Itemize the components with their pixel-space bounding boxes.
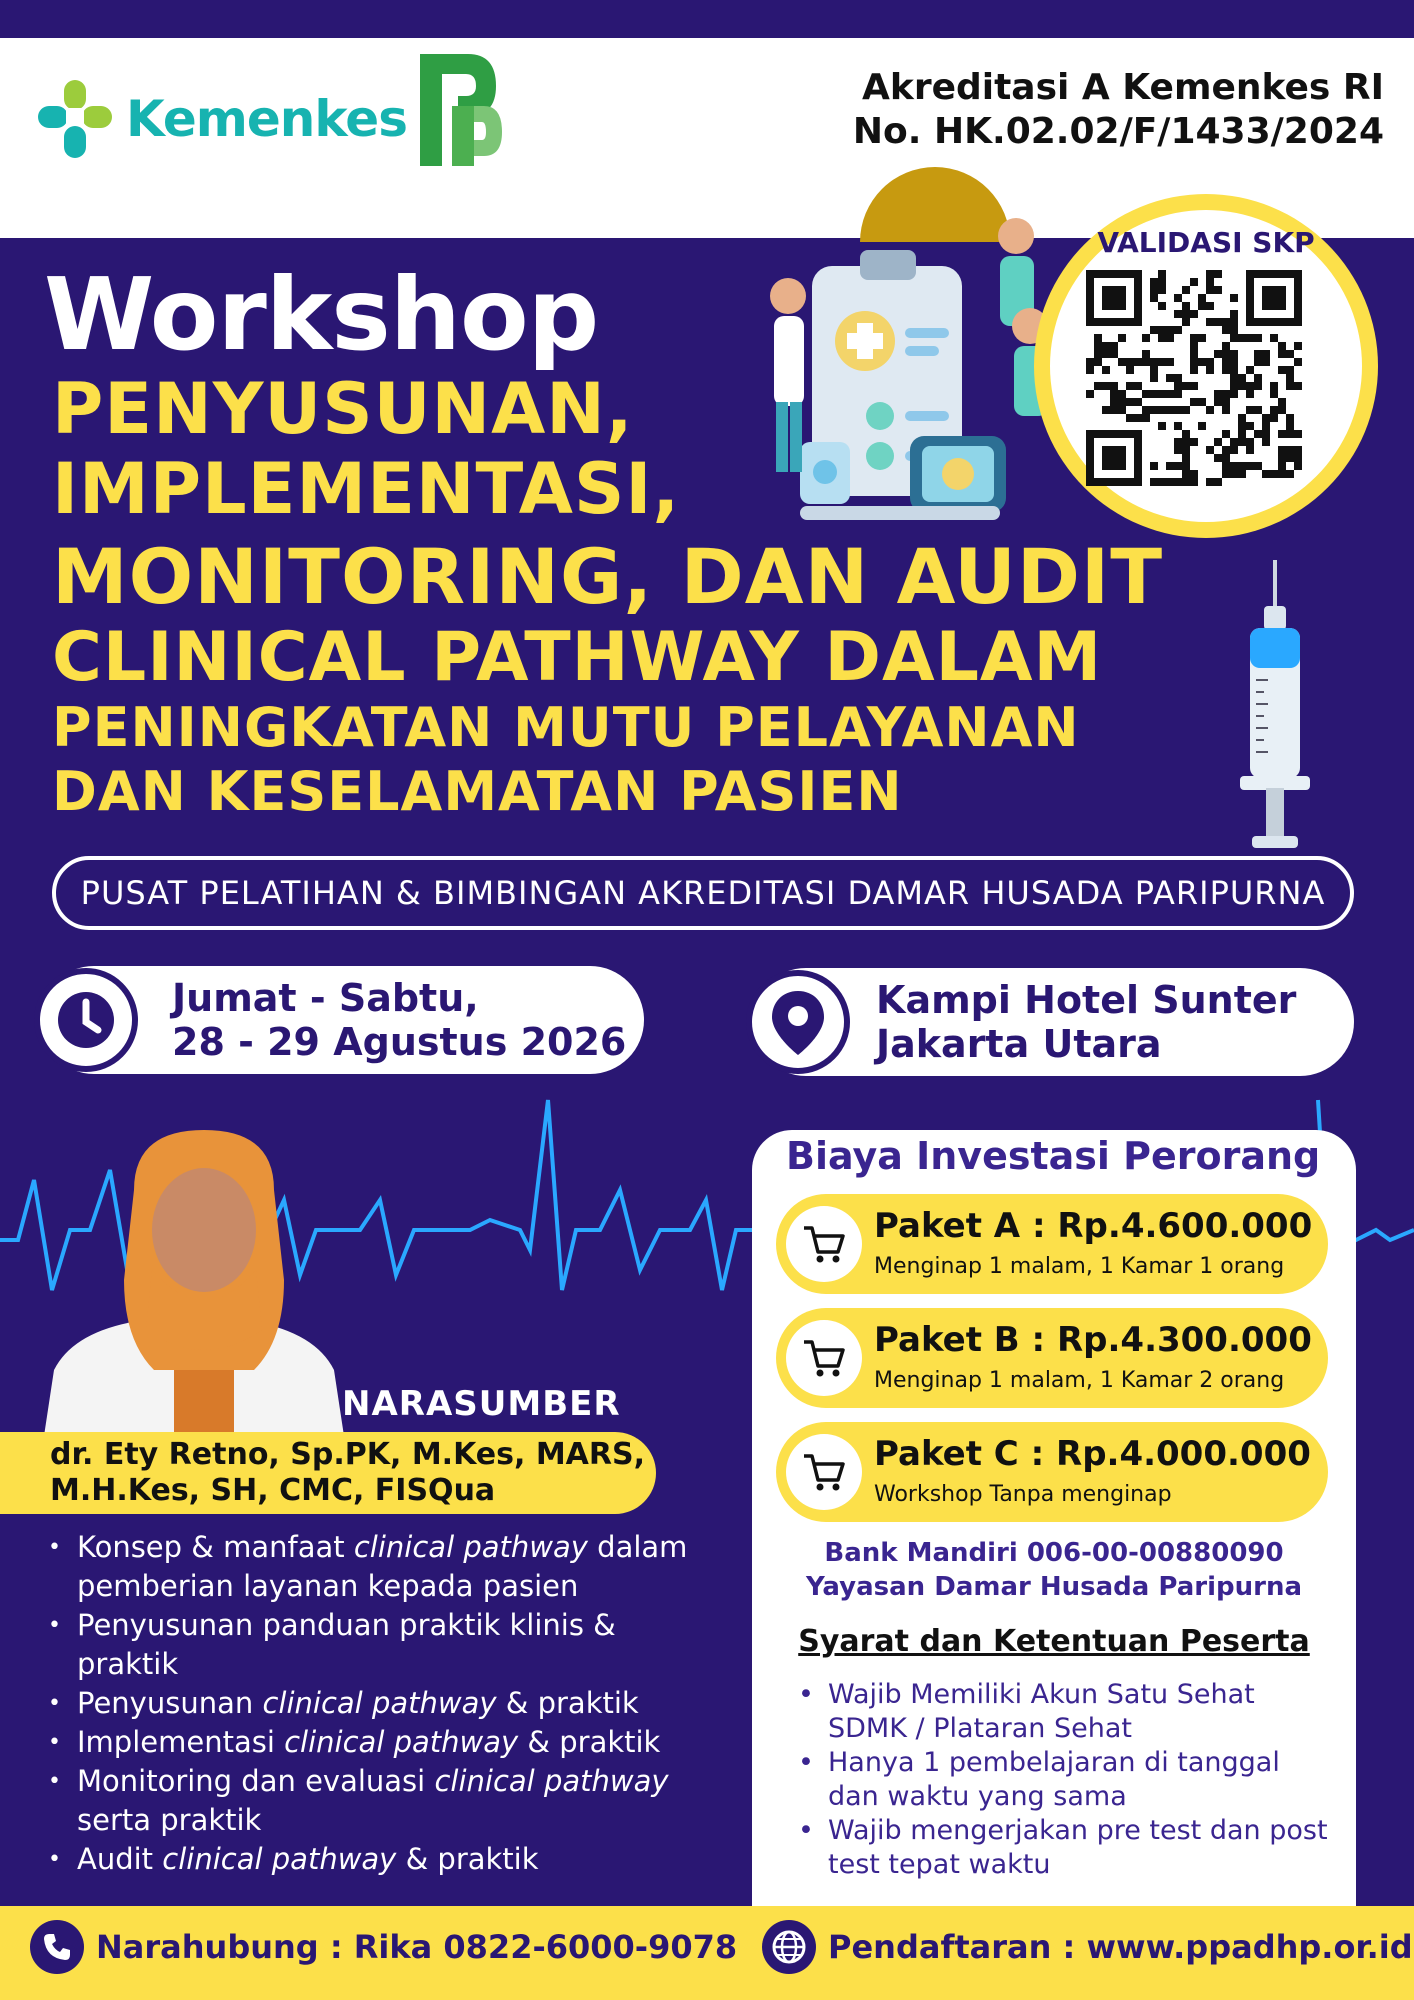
cart-icon [802,1338,846,1378]
terms-title: Syarat dan Ketentuan Peserta [798,1624,1310,1659]
package-b-title: Paket B : Rp.4.300.000 [874,1320,1312,1360]
topic-text: & praktik [396,1842,539,1876]
cart-icon [802,1452,846,1492]
accreditation-text [853,66,1384,154]
topic-list [44,1528,724,1879]
package-b-desc: Menginap 1 malam, 1 Kamar 2 orang [874,1368,1285,1393]
registration-text: Pendaftaran : www.ppadhp.or.id [828,1928,1413,1966]
medical-illustration [740,206,1080,536]
speaker-label: NARASUMBER [342,1384,621,1424]
title-line-5: PENINGKATAN MUTU PELAYANAN [52,696,1080,759]
organizer-banner: PUSAT PELATIHAN & BIMBINGAN AKREDITASI DAMAR HUSADA PARIPURNA [52,856,1354,930]
topic-text: Audit [77,1842,163,1876]
title-line-6: DAN KESELAMATAN PASIEN [52,760,903,823]
topic-emphasis: clinical pathway [434,1764,669,1798]
topic-item [44,1723,724,1762]
package-c-desc: Workshop Tanpa menginap [874,1482,1172,1507]
top-border [0,0,1414,38]
package-b [776,1308,1328,1408]
location-pin-icon [768,987,828,1057]
topic-text: Penyusunan panduan praktik klinis & praktik [77,1608,616,1681]
package-a [776,1194,1328,1294]
globe-icon-wrap [762,1920,816,1974]
topic-emphasis: clinical pathway [284,1725,519,1759]
kemenkes-logo [38,80,407,158]
clock-icon [54,988,118,1052]
syringe-icon [1240,560,1310,850]
terms-list [798,1678,1338,1882]
topic-text: serta praktik [77,1803,262,1837]
package-a-title: Paket A : Rp.4.600.000 [874,1206,1313,1246]
package-a-desc: Menginap 1 malam, 1 Kamar 1 orang [874,1254,1285,1279]
accreditation-line-2: No. HK.02.02/F/1433/2024 [852,111,1384,152]
phone-icon [41,1931,73,1963]
schedule-text [172,976,626,1064]
topic-item [44,1606,724,1684]
accreditation-line-1: Akreditasi A Kemenkes RI [862,67,1384,108]
workshop-title: Workshop [44,256,599,373]
topic-text: & praktik [496,1686,639,1720]
registration-info[interactable] [762,1920,1413,1974]
speaker-name-line-1: dr. Ety Retno, Sp.PK, M.Kes, MARS, [50,1437,646,1472]
schedule-days: Jumat - Sabtu, [172,976,479,1020]
kemenkes-flower-icon [38,80,112,158]
topic-item [44,1840,724,1879]
title-line-1: PENYUSUNAN, [52,368,634,450]
topic-text: dalam pemberian layanan kepada pasien [77,1530,688,1603]
package-c [776,1422,1328,1522]
terms-item: • Wajib Memiliki Akun Satu Sehat SDMK / Plataran Sehat [798,1678,1338,1746]
topic-item [44,1684,724,1723]
clock-icon-wrap [34,968,138,1072]
topic-emphasis: clinical pathway [353,1530,588,1564]
topic-item [44,1762,724,1840]
topic-emphasis: clinical pathway [262,1686,497,1720]
terms-item: • Wajib mengerjakan pre test dan post test tepat waktu [798,1814,1338,1882]
venue-pill [752,968,1354,1076]
kemenkes-wordmark: Kemenkes [126,90,407,148]
bank-holder: Yayasan Damar Husada Paripurna [805,1572,1303,1602]
cart-icon [802,1224,846,1264]
organizer-logo [418,52,504,168]
title-line-4: CLINICAL PATHWAY DALAM [52,618,1103,697]
topic-text: Konsep & manfaat [77,1530,354,1564]
venue-text [876,978,1296,1066]
phone-icon-wrap [30,1920,84,1974]
bank-account: Bank Mandiri 006-00-00880090 [824,1538,1284,1568]
qr-code[interactable] [1086,270,1302,486]
speaker-name-line-2: M.H.Kes, SH, CMC, FISQua [50,1473,496,1508]
globe-icon [771,1929,807,1965]
topic-item [44,1528,724,1606]
contact-text: Narahubung : Rika 0822-6000-9078 [96,1928,738,1966]
terms-item: • Hanya 1 pembelajaran di tanggal dan waktu yang sama [798,1746,1338,1814]
cart-icon-wrap [786,1206,862,1282]
venue-line-2: Jakarta Utara [876,1022,1162,1066]
topic-text: Penyusunan [77,1686,263,1720]
pricing-title: Biaya Investasi Perorang [786,1134,1321,1178]
package-c-title: Paket C : Rp.4.000.000 [874,1434,1311,1474]
schedule-dates: 28 - 29 Agustus 2026 [172,1020,627,1064]
topic-text: Monitoring dan evaluasi [77,1764,435,1798]
topic-emphasis: clinical pathway [162,1842,397,1876]
contact-info[interactable] [30,1920,737,1974]
cart-icon-wrap [786,1320,862,1396]
location-icon-wrap [746,970,850,1074]
title-line-3: MONITORING, DAN AUDIT [52,532,1164,621]
venue-line-1: Kampi Hotel Sunter [876,978,1297,1022]
qr-label: VALIDASI SKP [1097,226,1315,259]
speaker-name [50,1437,645,1509]
topic-text: Implementasi [77,1725,285,1759]
schedule-pill [40,966,644,1074]
topic-text: & praktik [518,1725,661,1759]
cart-icon-wrap [786,1434,862,1510]
title-line-2: IMPLEMENTASI, [52,448,681,530]
